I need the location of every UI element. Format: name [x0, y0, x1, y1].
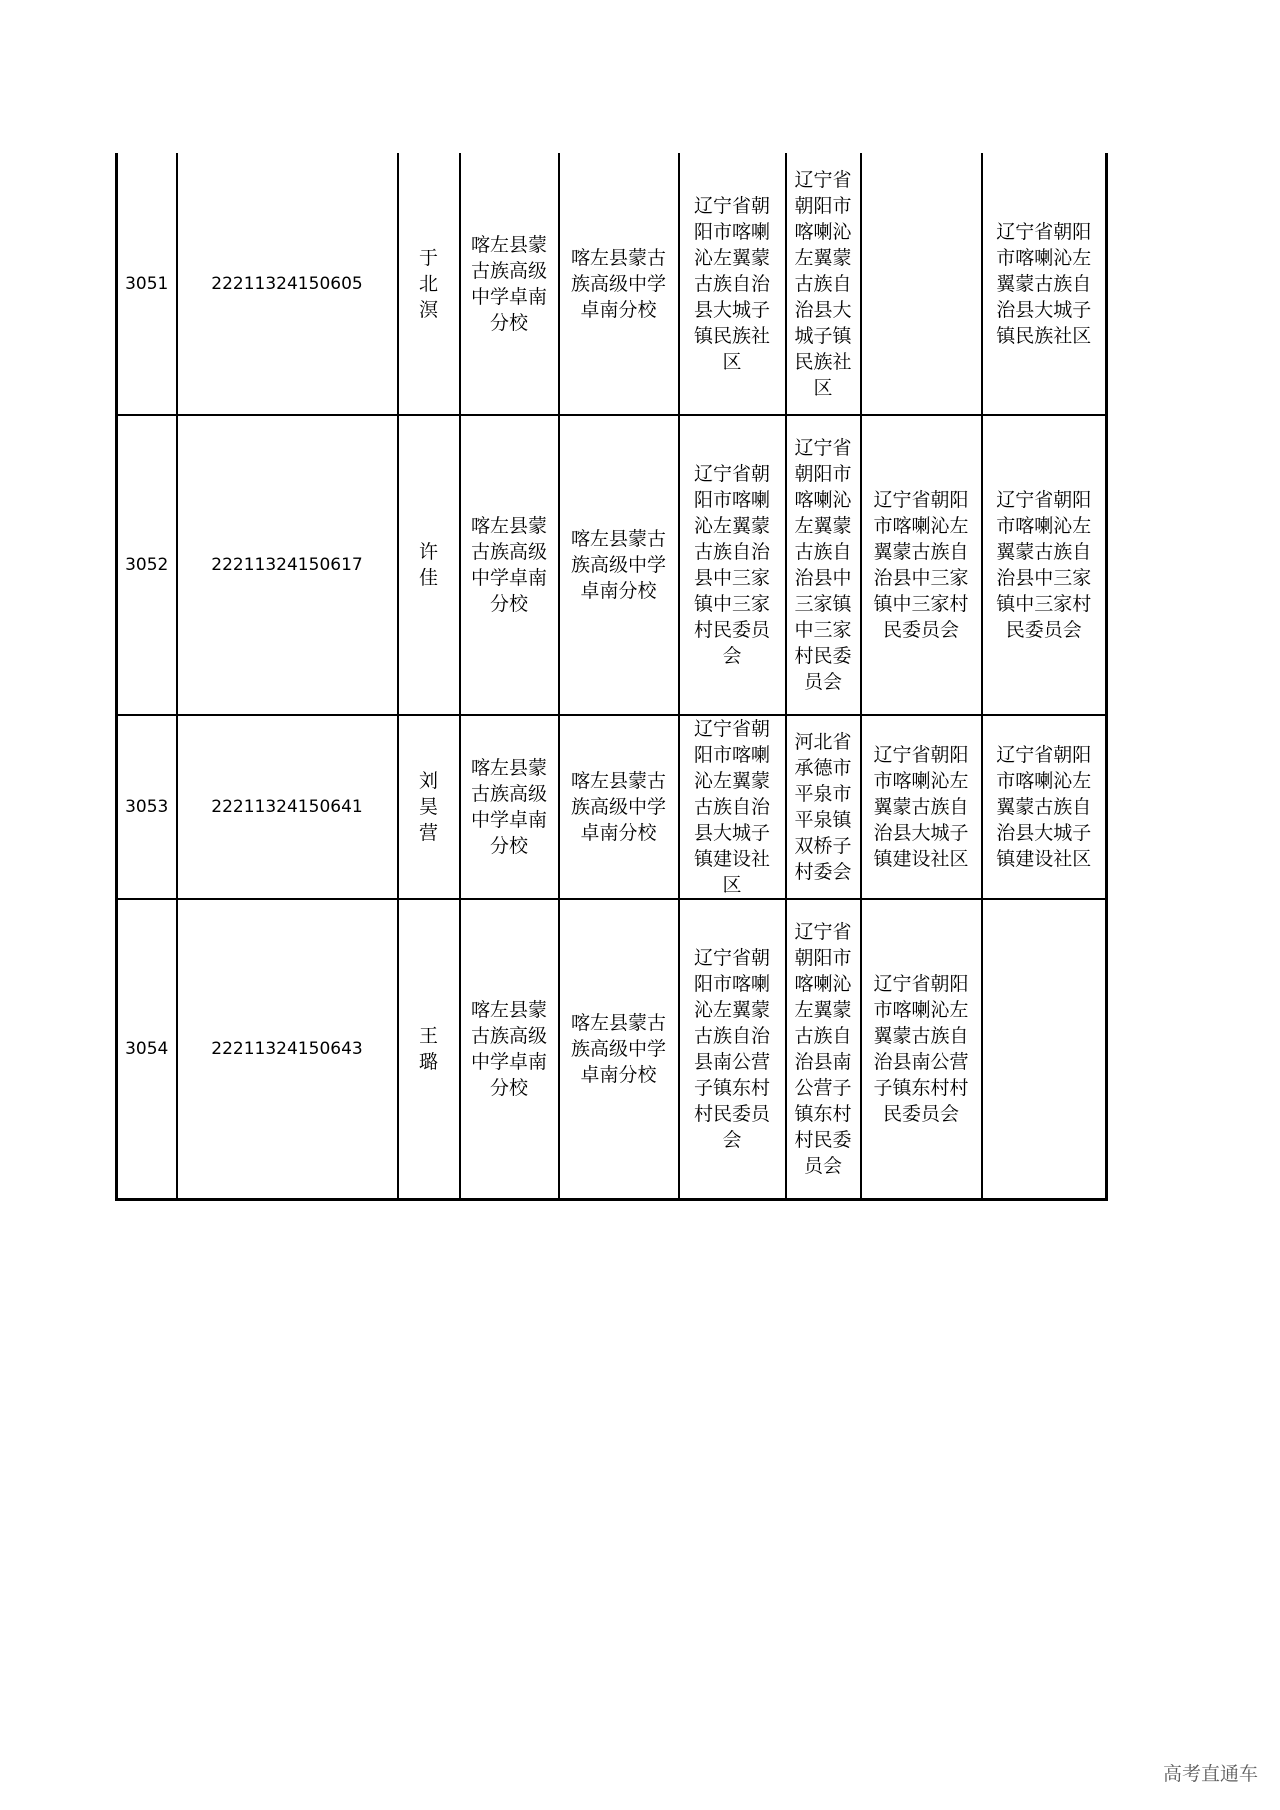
father-address-cell [861, 415, 982, 715]
mother-address-cell [982, 415, 1107, 715]
exam-id-cell-text: 22211324150641 [211, 797, 363, 817]
school2-cell-text: 喀左县蒙古族高级中学卓南分校 [570, 770, 666, 844]
seq-cell [117, 415, 177, 715]
household-address-cell [679, 415, 786, 715]
name-cell-text: 许佳 [418, 541, 438, 589]
school2-cell [559, 899, 679, 1199]
school-cell [460, 715, 559, 899]
name-cell [398, 415, 460, 715]
mother-address-cell-text: 辽宁省朝阳市喀喇沁左翼蒙古族自治县大城子镇建设社区 [996, 744, 1092, 870]
birth-address-cell [786, 153, 861, 415]
mother-address-cell-text: 辽宁省朝阳市喀喇沁左翼蒙古族自治县中三家镇中三家村民委员会 [996, 489, 1092, 641]
birth-address-cell-text: 辽宁省朝阳市喀喇沁左翼蒙古族自治县南公营子镇东村村民委员会 [794, 920, 852, 1177]
name-cell-text: 刘昊营 [418, 770, 438, 844]
household-address-cell-text: 辽宁省朝阳市喀喇沁左翼蒙古族自治县南公营子镇东村村民委员会 [693, 946, 770, 1151]
name-cell [398, 153, 460, 415]
exam-id-cell [177, 153, 398, 415]
school2-cell [559, 153, 679, 415]
household-address-cell-text: 辽宁省朝阳市喀喇沁左翼蒙古族自治县大城子镇民族社区 [693, 194, 770, 373]
school-cell-text: 喀左县蒙古族高级中学卓南分校 [471, 998, 548, 1099]
school2-cell-text: 喀左县蒙古族高级中学卓南分校 [570, 246, 666, 321]
name-cell-text: 王璐 [418, 1024, 438, 1073]
table-row [117, 153, 1107, 415]
birth-address-cell [786, 715, 861, 899]
exam-id-cell [177, 415, 398, 715]
household-address-cell-text: 辽宁省朝阳市喀喇沁左翼蒙古族自治县大城子镇建设社区 [693, 718, 770, 896]
school2-cell [559, 415, 679, 715]
exam-id-cell [177, 899, 398, 1199]
school-cell [460, 153, 559, 415]
school-cell [460, 899, 559, 1199]
mother-address-cell [982, 715, 1107, 899]
household-address-cell [679, 153, 786, 415]
father-address-cell [861, 153, 982, 415]
birth-address-cell-text: 辽宁省朝阳市喀喇沁左翼蒙古族自治县中三家镇中三家村民委员会 [794, 437, 852, 693]
birth-address-cell [786, 899, 861, 1199]
birth-address-cell-text: 河北省承德市平泉市平泉镇双桥子村委会 [794, 731, 852, 883]
seq-cell-text: 3051 [125, 273, 169, 294]
seq-cell [117, 899, 177, 1199]
mother-address-cell [982, 899, 1107, 1199]
birth-address-cell-text: 辽宁省朝阳市喀喇沁左翼蒙古族自治县大城子镇民族社区 [794, 168, 852, 399]
name-cell [398, 715, 460, 899]
exam-id-cell-text: 22211324150605 [211, 273, 363, 294]
school2-cell-text: 喀左县蒙古族高级中学卓南分校 [570, 528, 666, 602]
name-cell [398, 899, 460, 1199]
household-address-cell [679, 715, 786, 899]
birth-address-cell [786, 415, 861, 715]
exam-id-cell-text: 22211324150643 [211, 1038, 363, 1059]
mother-address-cell [982, 153, 1107, 415]
seq-cell-text: 3052 [125, 555, 169, 575]
school-cell-text: 喀左县蒙古族高级中学卓南分校 [471, 757, 548, 857]
father-address-cell-text: 辽宁省朝阳市喀喇沁左翼蒙古族自治县大城子镇建设社区 [873, 744, 969, 870]
seq-cell-text: 3053 [125, 797, 169, 817]
father-address-cell [861, 899, 982, 1199]
father-address-cell-text: 辽宁省朝阳市喀喇沁左翼蒙古族自治县中三家镇中三家村民委员会 [873, 489, 969, 641]
father-address-cell-text: 辽宁省朝阳市喀喇沁左翼蒙古族自治县南公营子镇东村村民委员会 [873, 972, 969, 1125]
watermark-text: 高考直通车 [1162, 1763, 1258, 1785]
student-table [115, 153, 1108, 1201]
father-address-cell [861, 715, 982, 899]
household-address-cell [679, 899, 786, 1199]
seq-cell-text: 3054 [125, 1038, 169, 1059]
seq-cell [117, 715, 177, 899]
exam-id-cell-text: 22211324150617 [211, 555, 363, 575]
exam-id-cell [177, 715, 398, 899]
school2-cell [559, 715, 679, 899]
household-address-cell-text: 辽宁省朝阳市喀喇沁左翼蒙古族自治县中三家镇中三家村民委员会 [693, 463, 770, 667]
name-cell-text: 于北溟 [418, 246, 438, 321]
school-cell [460, 415, 559, 715]
mother-address-cell-text: 辽宁省朝阳市喀喇沁左翼蒙古族自治县大城子镇民族社区 [996, 220, 1092, 347]
table-row [117, 415, 1107, 715]
seq-cell [117, 153, 177, 415]
school-cell-text: 喀左县蒙古族高级中学卓南分校 [471, 233, 548, 334]
table-row [117, 715, 1107, 899]
school-cell-text: 喀左县蒙古族高级中学卓南分校 [471, 515, 548, 615]
school2-cell-text: 喀左县蒙古族高级中学卓南分校 [570, 1011, 666, 1086]
table-row [117, 899, 1107, 1199]
